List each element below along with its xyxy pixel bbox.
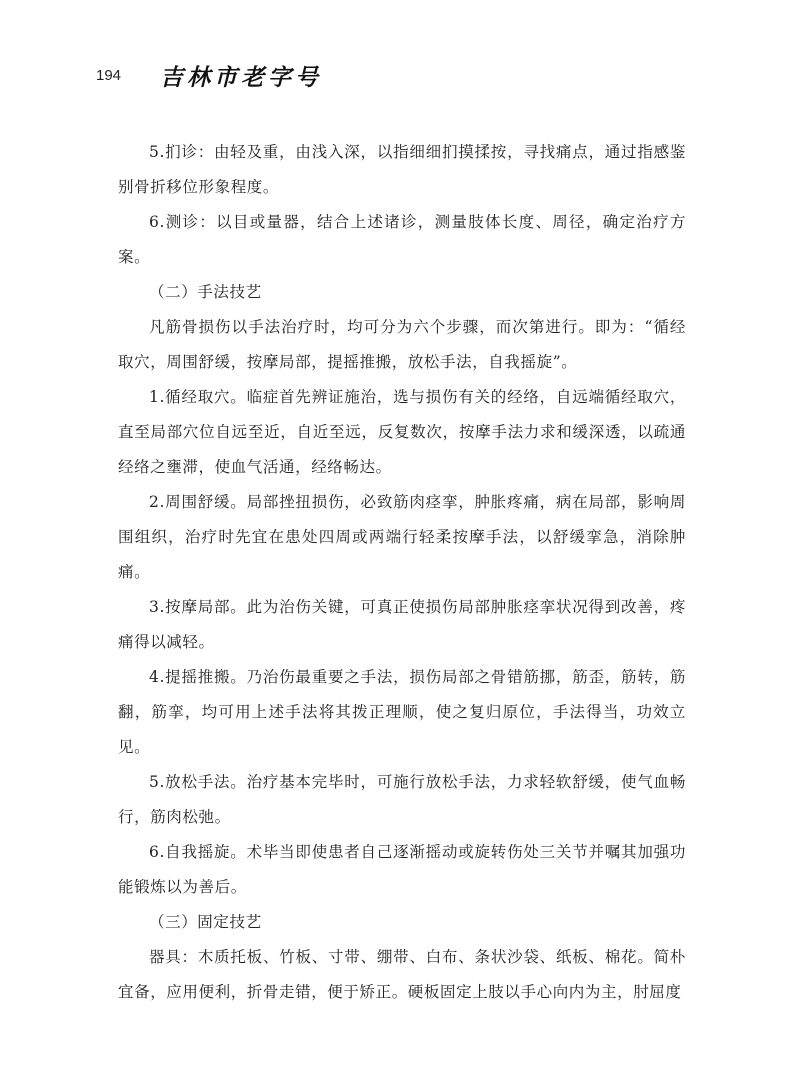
paragraph-step-2: 2.周围舒缓。局部挫扭损伤，必致筋肉痉挛，肿胀疼痛，病在局部，影响周围组织，治疗时先宜在患处四周或两端行轻柔按摩手法，以舒缓挛急，消除肿痛。	[118, 493, 686, 581]
paragraph-step-4: 4.提摇推搬。乃治伤最重要之手法，损伤局部之骨错筋挪，筋歪，筋转，筋翻，筋挛，均可用上述手法将其拨正理顺，使之复归原位，手法得当，功效立见。	[118, 668, 686, 756]
paragraph-step-1: 1.循经取穴。临症首先辨证施治，选与损伤有关的经络，自远端循经取穴，直至局部穴位自远至近，自近至远，反复数次，按摩手法力求和缓深透，以疏通经络之壅滞，使血气活通，经络畅达。	[118, 388, 686, 476]
paragraph-measurement: 6.测诊：以目或量器，结合上述诸诊，测量肢体长度、周径，确定治疗方案。	[118, 213, 686, 266]
book-title: 吉林市老字号	[160, 63, 322, 91]
page-number: 194	[96, 66, 122, 84]
paragraph-palpation: 5.扪诊：由轻及重，由浅入深，以指细细扪摸揉按，寻找痛点，通过指感鉴别骨折移位形象程度。	[118, 143, 686, 196]
section-heading-manipulation: （二）手法技艺	[149, 283, 262, 301]
section-heading-fixation: （三）固定技艺	[149, 913, 262, 931]
paragraph-step-3: 3.按摩局部。此为治伤关键，可真正使损伤局部肿胀痉挛状况得到改善，疼痛得以减轻。	[118, 598, 686, 651]
paragraph-fixation-tools: 器具：木质托板、竹板、寸带、绷带、白布、条状沙袋、纸板、棉花。简朴宜备，应用便利，折骨走错，便于矫正。硬板固定上肢以手心向内为主，肘屈度	[118, 948, 686, 1001]
paragraph-step-6: 6.自我摇旋。术毕当即使患者自己逐渐摇动或旋转伤处三关节并嘱其加强功能锻炼以为善后。	[118, 843, 686, 896]
paragraph-step-5: 5.放松手法。治疗基本完毕时，可施行放松手法，力求轻软舒缓，使气血畅行，筋肉松弛。	[118, 773, 686, 826]
paragraph-manipulation-intro: 凡筋骨损伤以手法治疗时，均可分为六个步骤，而次第进行。即为：“循经取穴，周围舒缓，按摩局部，提摇推搬，放松手法，自我摇旋”。	[118, 318, 686, 371]
page-header	[96, 58, 322, 92]
page-body	[118, 135, 686, 1010]
